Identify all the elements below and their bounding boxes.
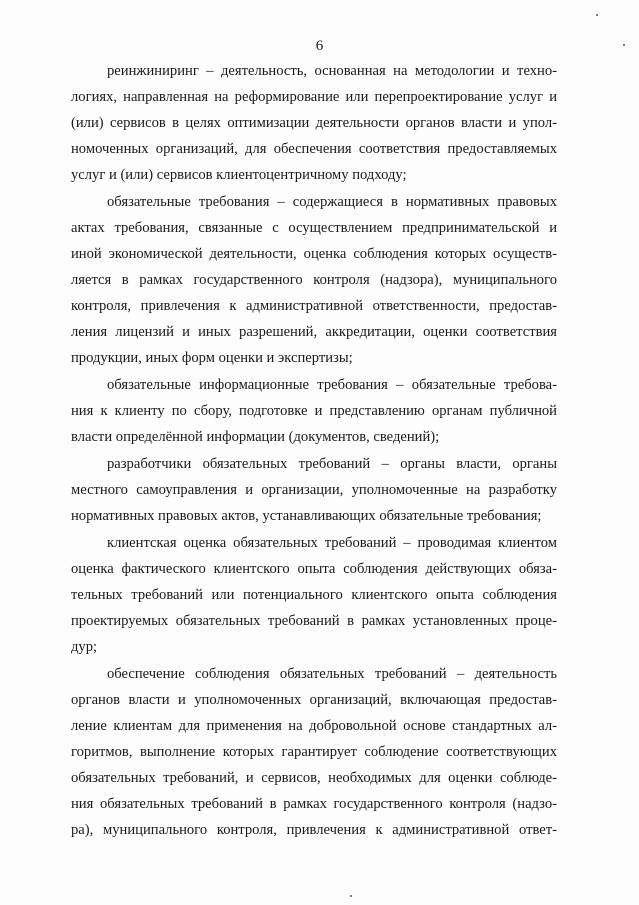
text-line: номоченных организаций, для обеспечения соответствия предоставляемых [71, 141, 557, 157]
text-line: дур; [71, 639, 98, 655]
text-line: ния обязательных требований в рамках государственного контроля (надзо- [71, 796, 557, 812]
text-line: органов власти и уполномоченных организаций, включающая предостав- [71, 692, 557, 708]
page-number: 6 [315, 38, 324, 54]
text-line: ление клиентам для применения на добровольной основе стандартных ал- [71, 718, 557, 734]
text-line: ния к клиенту по сбору, подготовке и представлению органам публичной [71, 403, 557, 419]
text-line: контроля, привлечения к административной ответственности, предостав- [71, 298, 557, 314]
text-line: логиях, направленная на реформирование или перепроектирование услуг и [71, 89, 557, 105]
text-line: продукции, иных форм оценки и экспертизы; [71, 350, 353, 366]
text-line: обязательных требований, и сервисов, необходимых для оценки соблюде- [71, 770, 557, 786]
text-line: оценка фактического клиентского опыта соблюдения действующих обяза- [71, 561, 557, 577]
text-line: ра), муниципального контроля, привлечения к административной ответ- [71, 822, 557, 838]
text-line: ляется в рамках государственного контроля (надзора), муниципального [71, 272, 557, 288]
text-line: ления лицензий и иных разрешений, аккредитации, оценки соответствия [71, 324, 557, 340]
scan-speck [623, 44, 625, 46]
text-line: иной экономической деятельности, оценка соблюдения которых осуществ- [71, 246, 557, 262]
text-line: власти определённой информации (документов, сведений); [71, 429, 440, 445]
text-line: клиентская оценка обязательных требований – проводимая клиентом [107, 535, 557, 551]
text-line: местного самоуправления и организации, уполномоченные на разработку [71, 482, 557, 498]
text-line: нормативных правовых актов, устанавливающих обязательные требования; [71, 508, 542, 524]
text-line: услуг и (или) сервисов клиентоцентричному подходу; [71, 167, 407, 183]
text-line: горитмов, выполнение которых гарантирует соблюдение соответствующих [71, 744, 557, 760]
text-line: тельных требований или потенциального клиентского опыта соблюдения [71, 587, 557, 603]
text-line: (или) сервисов в целях оптимизации деятельности органов власти и упол- [71, 115, 557, 131]
text-line: обеспечение соблюдения обязательных требований – деятельность [107, 666, 557, 682]
scan-speck [350, 895, 352, 897]
text-line: обязательные информационные требования – обязательные требова- [107, 377, 557, 393]
text-line: обязательные требования – содержащиеся в нормативных правовых [107, 194, 557, 210]
scan-speck [596, 14, 598, 16]
text-line: разработчики обязательных требований – органы власти, органы [107, 456, 557, 472]
text-line: реинжиниринг – деятельность, основанная на методологии и техно- [107, 63, 557, 79]
text-line: проектируемых обязательных требований в рамках установленных проце- [71, 613, 557, 629]
text-line: актах требования, связанные с осуществлением предпринимательской и [71, 220, 557, 236]
